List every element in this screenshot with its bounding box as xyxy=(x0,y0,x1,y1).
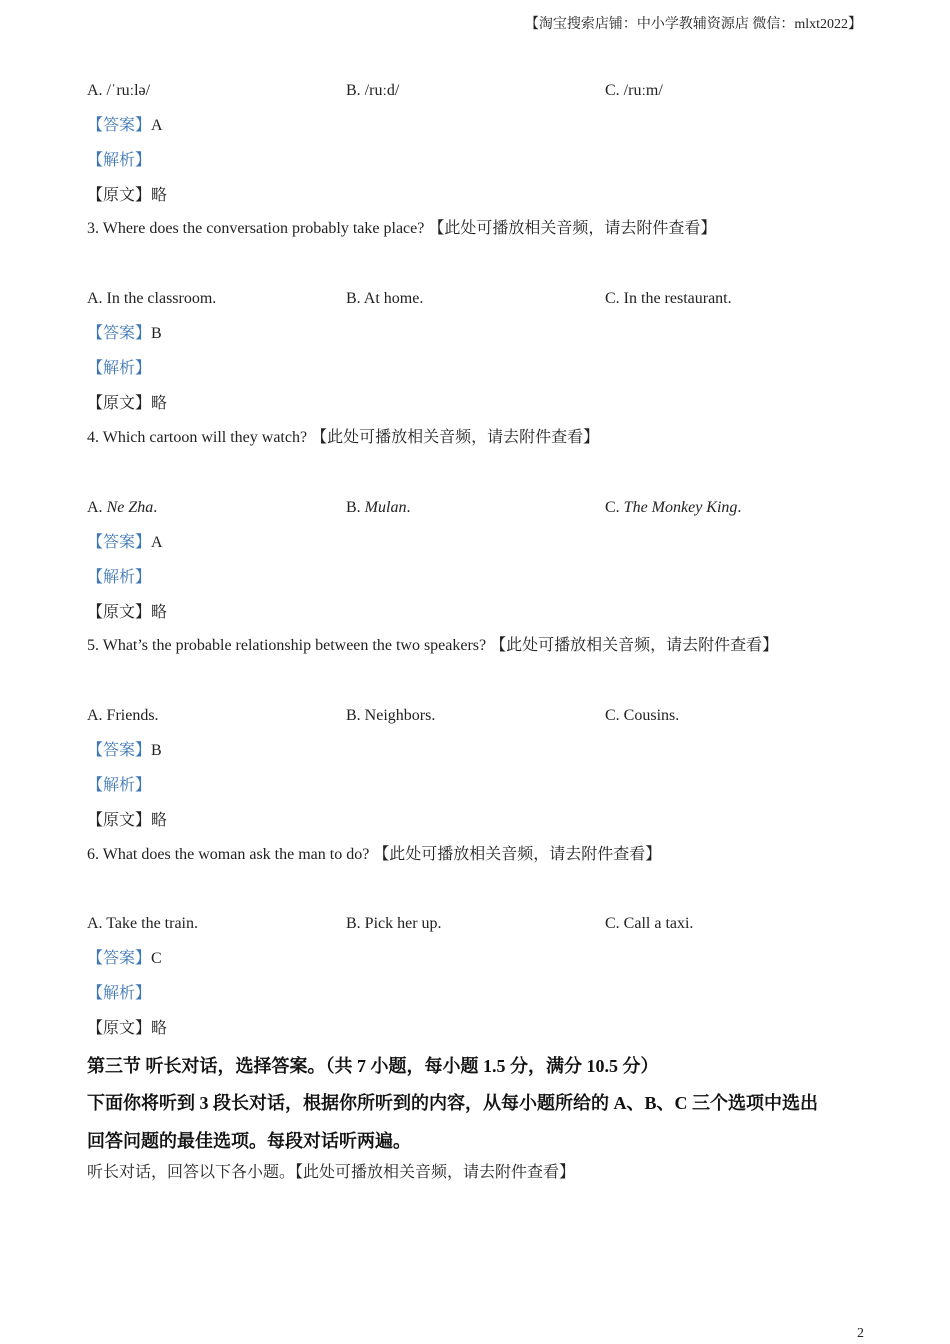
q3-original: 【原文】略 xyxy=(87,395,168,412)
section3-instruction-line1: 下面你将听到 3 段长对话，根据你所听到的内容，从每小题所给的 A、B、C 三个选项中选出 xyxy=(87,1093,818,1113)
q4-option-b: B. Mulan. xyxy=(346,499,411,516)
answer-value: A xyxy=(151,117,163,134)
q3-option-b: B. At home. xyxy=(346,290,424,307)
answer-label: 【答案】 xyxy=(87,742,152,759)
q2-analysis: 【解析】 xyxy=(87,152,152,169)
answer-label: 【答案】 xyxy=(87,950,152,967)
answer-value: B xyxy=(151,742,162,759)
q5-option-b: B. Neighbors. xyxy=(346,707,436,724)
answer-label: 【答案】 xyxy=(87,117,152,134)
page-number: 2 xyxy=(857,1326,864,1341)
q5-analysis: 【解析】 xyxy=(87,777,152,794)
q2-original: 【原文】略 xyxy=(87,187,168,204)
q5-original: 【原文】略 xyxy=(87,812,168,829)
q6-original: 【原文】略 xyxy=(87,1020,168,1037)
answer-value: B xyxy=(151,325,162,342)
q3-answer xyxy=(87,324,162,344)
q2-option-a: A. /ˈruːlə/ xyxy=(87,82,151,99)
q6-analysis: 【解析】 xyxy=(87,985,152,1002)
q5-option-c: C. Cousins. xyxy=(605,707,680,724)
q4-answer xyxy=(87,533,163,553)
q4-question: 4. Which cartoon will they watch? 【此处可播放相关音频，请去附件查看】 xyxy=(87,429,600,446)
q4-option-c: C. The Monkey King. xyxy=(605,499,742,516)
q6-answer xyxy=(87,949,162,969)
answer-value: A xyxy=(151,534,163,551)
section3-prompt: 听长对话，回答以下各小题。【此处可播放相关音频，请去附件查看】 xyxy=(87,1164,576,1181)
q2-answer xyxy=(87,116,163,136)
q4-option-a: A. Ne Zha. xyxy=(87,499,158,516)
q6-option-b: B. Pick her up. xyxy=(346,915,442,932)
q5-answer xyxy=(87,741,162,761)
page-header: 【淘宝搜索店铺：中小学教辅资源店 微信：mlxt2022】 xyxy=(524,17,862,32)
answer-value: C xyxy=(151,950,162,967)
q3-question: 3. Where does the conversation probably take place? 【此处可播放相关音频，请去附件查看】 xyxy=(87,220,717,237)
section3-instruction-line2: 回答问题的最佳选项。每段对话听两遍。 xyxy=(87,1131,411,1151)
q3-option-a: A. In the classroom. xyxy=(87,290,217,307)
section3-title: 第三节 听长对话，选择答案。（共 7 小题，每小题 1.5 分，满分 10.5 分） xyxy=(87,1056,659,1076)
q5-question: 5. What’s the probable relationship between the two speakers? 【此处可播放相关音频，请去附件查看】 xyxy=(87,637,779,654)
q4-analysis: 【解析】 xyxy=(87,569,152,586)
q6-option-c: C. Call a taxi. xyxy=(605,915,694,932)
q2-option-b: B. /ruːd/ xyxy=(346,82,400,99)
q3-analysis: 【解析】 xyxy=(87,360,152,377)
q2-option-c: C. /ruːm/ xyxy=(605,82,663,99)
q3-option-c: C. In the restaurant. xyxy=(605,290,732,307)
answer-label: 【答案】 xyxy=(87,534,152,551)
answer-label: 【答案】 xyxy=(87,325,152,342)
q6-option-a: A. Take the train. xyxy=(87,915,198,932)
q6-question: 6. What does the woman ask the man to do? 【此处可播放相关音频，请去附件查看】 xyxy=(87,846,662,863)
q4-original: 【原文】略 xyxy=(87,604,168,621)
q5-option-a: A. Friends. xyxy=(87,707,159,724)
